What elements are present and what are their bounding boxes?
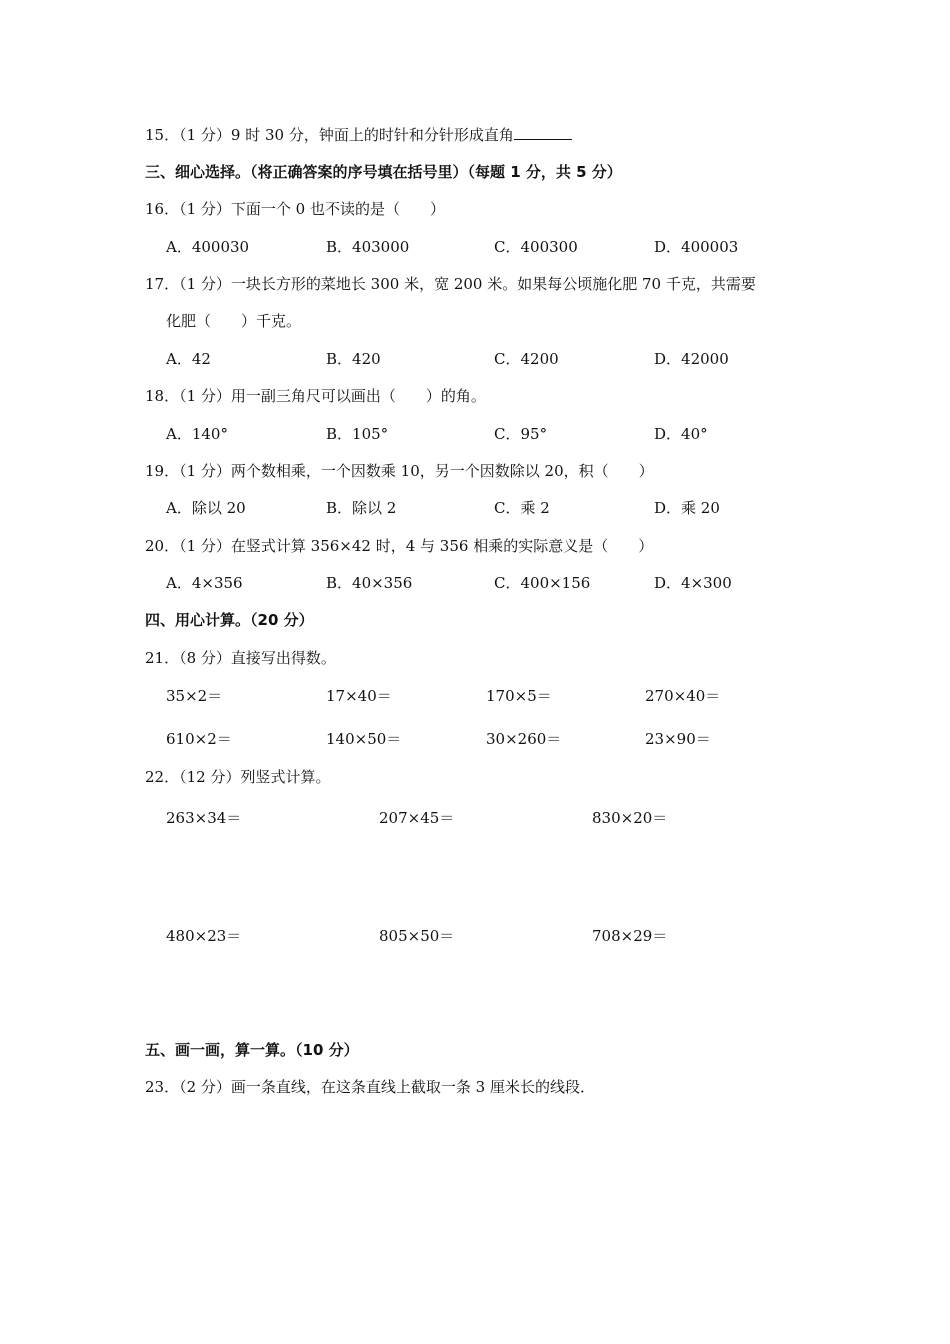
option-b: B．420: [326, 350, 381, 368]
section-3-title: 三、细心选择。（将正确答案的序号填在括号里）（每题 1 分，共 5 分）: [145, 163, 622, 181]
question-23-text: 23．（2 分）画一条直线，在这条直线上截取一条 3 厘米长的线段．: [145, 1078, 595, 1096]
option-a: A．4×356: [166, 574, 243, 592]
option-a: A．除以 20: [166, 499, 246, 517]
question-20-text: 20．（1 分）在竖式计算 356×42 时，4 与 356 相乘的实际意义是（ ）: [145, 537, 654, 555]
vertical-calc-item: 805×50＝: [379, 927, 455, 945]
calc-item: 270×40＝: [645, 687, 721, 705]
question-21-text: 21．（8 分）直接写出得数。: [145, 649, 336, 667]
option-b: B．105°: [326, 425, 389, 443]
vertical-calc-item: 263×34＝: [166, 809, 242, 827]
vertical-calc-item: 830×20＝: [592, 809, 668, 827]
option-b: B．403000: [326, 238, 410, 256]
calc-item: 610×2＝: [166, 730, 232, 748]
option-a: A．140°: [166, 425, 228, 443]
option-c: C．95°: [494, 425, 548, 443]
vertical-calc-item: 480×23＝: [166, 927, 242, 945]
option-c: C．4200: [494, 350, 559, 368]
question-19-text: 19．（1 分）两个数相乘，一个因数乘 10，另一个因数除以 20，积（ ）: [145, 462, 654, 480]
calc-item: 17×40＝: [326, 687, 392, 705]
option-b: B．除以 2: [326, 499, 397, 517]
question-17-text: 17．（1 分）一块长方形的菜地长 300 米，宽 200 米。如果每公顷施化肥 70 千克，共需要: [145, 275, 756, 293]
option-d: D．40°: [654, 425, 708, 443]
vertical-calc-item: 708×29＝: [592, 927, 668, 945]
question-15-text: 15．（1 分）9 时 30 分，钟面上的时针和分针形成直角: [145, 126, 514, 144]
option-d: D．乘 20: [654, 499, 720, 517]
calc-item: 23×90＝: [645, 730, 711, 748]
option-a: A．42: [166, 350, 211, 368]
calc-item: 35×2＝: [166, 687, 223, 705]
answer-blank[interactable]: [514, 125, 572, 140]
vertical-calc-item: 207×45＝: [379, 809, 455, 827]
calc-item: 170×5＝: [486, 687, 552, 705]
option-c: C．400300: [494, 238, 578, 256]
calc-item: 30×260＝: [486, 730, 562, 748]
question-16-text: 16．（1 分）下面一个 0 也不读的是（ ）: [145, 200, 445, 218]
calc-item: 140×50＝: [326, 730, 402, 748]
option-c: C．400×156: [494, 574, 591, 592]
question-18-text: 18．（1 分）用一副三角尺可以画出（ ）的角。: [145, 387, 486, 405]
option-d: D．4×300: [654, 574, 732, 592]
section-4-title: 四、用心计算。（20 分）: [145, 611, 314, 629]
option-c: C．乘 2: [494, 499, 550, 517]
option-a: A．400030: [166, 238, 250, 256]
question-22-text: 22．（12 分）列竖式计算。: [145, 768, 331, 786]
question-17-text-cont: 化肥（ ）千克。: [166, 312, 302, 330]
option-d: D．400003: [654, 238, 739, 256]
section-5-title: 五、画一画，算一算。（10 分）: [145, 1041, 359, 1059]
option-d: D．42000: [654, 350, 729, 368]
option-b: B．40×356: [326, 574, 413, 592]
